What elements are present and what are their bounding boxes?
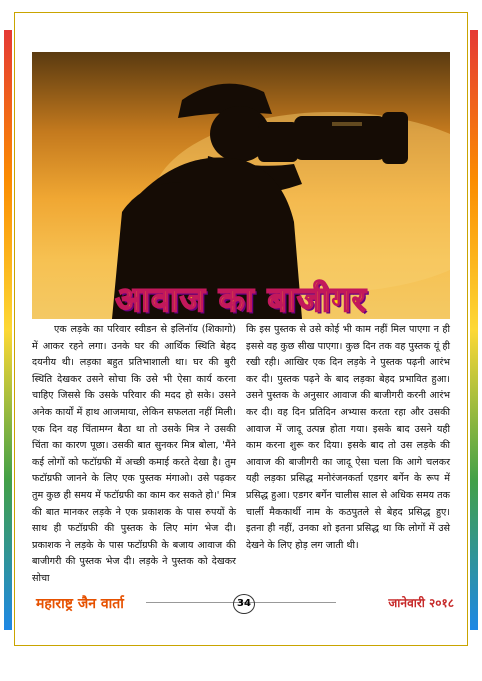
page-number: 34 [233, 594, 255, 614]
article-paragraph: एक लड़के का परिवार स्वीडन से इलिनॉय (शिकागो) में आकर रहने लगा। उनके घर की आर्थिक स्थिति बेहद दयनीय थी। लड़का बहुत प्रतिभाशाली था। घर की बुरी स्थिति देखकर उसने सोचा कि उसे भी ऐसा कार्य करना चाहिए जिससे कि उसके परिवार की मदद हो सके। उसने अनेक कार्यों में हाथ आजमाया, लेकिन सफलता नहीं मिली। एक दिन वह चिंतामग्न बैठा था तो उसके मित्र ने उसकी चिंता का कारण पूछा। उसकी बात सुनकर मित्र बोला, 'मैंने कई लोगों को फटॉग्रफी में अच्छी कमाई करते देखा है। तुम फटॉग्रफी जानने के लिए एक पुस्तक मंगाओ। उसे पढ़कर तुम कुछ ही समय में फटॉग्रफी का काम कर सकते हो।' मित्र की बात मानकर लड़के ने एक प्रकाशक के पास रुपयों के साथ ही फटॉग्रफी की पुस्तक के लिए मांग भेज दी। प्रकाशक ने लड़के के पास फटॉग्रफी के बजाय आवाज की बाजीगरी की पुस्तक भेज दी। लड़के ने पुस्तक को देखकर सोचा [32, 324, 236, 584]
decorative-color-strip-left [4, 30, 12, 630]
article-paragraph: कि इस पुस्तक से उसे कोई भी काम नहीं मिल पाएगा न ही इससे वह कुछ सीख पाएगा। कुछ दिन तक वह पुस्तक यूं ही रखी रही। आखिर एक दिन लड़के ने पुस्तक पढ़नी आरंभ कर दी। पुस्तक पढ़ने के बाद लड़का बेहद प्रभावित हुआ। उसने पुस्तक के अनुसार आवाज की बाजीगरी करनी आरंभ कर दी। वह दिन प्रतिदिन अभ्यास करता रहा और उसकी आवाज में जादू उत्पन्न होता गया। इसके बाद उसने यही काम करना शुरू कर दिया। इसके बाद तो उस लड़के की आवाज की बाजीगरी का जादू ऐसा चला कि आगे चलकर यही लड़का प्रसिद्ध मनोरंजनकर्ता एडगर बर्गेन के रूप में प्रसिद्ध हुआ। एडगर बर्गेन चालीस साल से अधिक समय तक चार्ली मैककार्थी नाम के कठपुतले से बेहद प्रसिद्ध हुए। इतना ही नहीं, उनका शो इतना प्रसिद्ध था कि लोगों में उसे देखने के लिए होड़ लग जाती थी। [246, 324, 450, 551]
page-footer [20, 592, 466, 618]
issue-date: जानेवारी २०१८ [388, 596, 454, 610]
article-column-left [32, 322, 236, 590]
decorative-color-strip-right [470, 30, 478, 630]
article-column-right [246, 322, 450, 590]
article-title: आवाज का बाजीगर [115, 280, 367, 319]
article-body [32, 322, 450, 590]
magazine-name: महाराष्ट्र जैन वार्ता [36, 596, 124, 612]
hero-photo [32, 52, 450, 319]
